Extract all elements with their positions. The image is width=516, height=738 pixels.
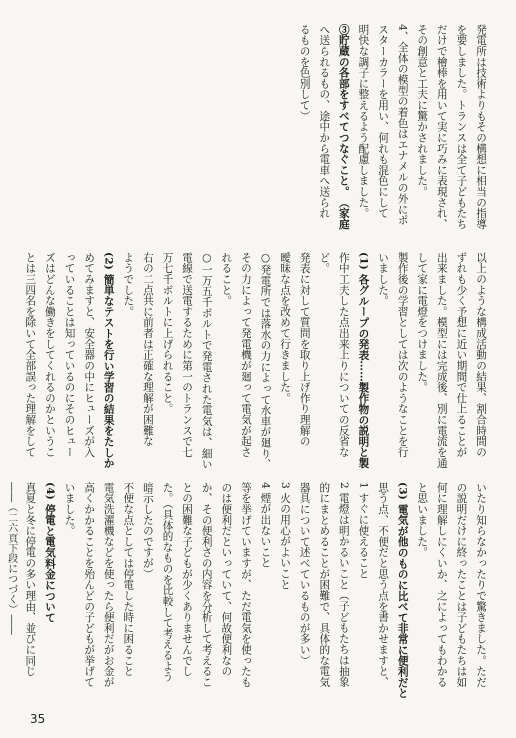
col-mid-7: (1) 各グループの発表……製作物の説明と製	[357, 252, 370, 469]
col-top-2: を要しました。トランスは全て子どもたち	[455, 24, 468, 230]
col-mid-2: ずれも少く予想に近い期間で仕上ることが	[455, 252, 468, 458]
col-bot-21: 高くかかることを殆んどの子どもが挙げて	[83, 482, 96, 688]
col-top-1: 発電所は技術よりもその構想に相当の指導	[475, 24, 487, 230]
col-bot-12: 4 煙が出ないこと	[259, 482, 272, 569]
col-mid-11: 曖昧な点を改めて行きました。	[279, 252, 292, 404]
col-mid-21: めてみますと、安全器の中にヒューズが入	[83, 252, 96, 458]
col-top-4: その創意と工夫に驚かされました。	[416, 24, 429, 197]
col-top-8: ③貯蔵の各部をすべてつなぐこと。（家庭	[337, 24, 350, 230]
col-top-10: るものを色別して）	[298, 24, 311, 122]
col-bot-22: いました。	[63, 482, 76, 537]
col-mid-4: して家に電燈をつけました。	[416, 252, 429, 393]
col-bot-11: 3 火の用心がよいこと	[279, 482, 292, 590]
col-top-9: へ送られるもの、途中から電車へ送られ	[318, 24, 331, 219]
col-mid-6: いました。	[377, 252, 390, 307]
col-bot-4: と思いました。	[416, 482, 429, 558]
text-tier-bottom	[6, 482, 486, 720]
col-top-6: スターカラーを用い、何れも混色にして	[377, 24, 390, 219]
col-mid-18: 右の二点共に前者は正確な理解が困難な	[141, 252, 154, 447]
col-top-3: だけで檜棒を用いて実に巧みに表現され、	[435, 24, 448, 230]
col-top-5: 4、全体の模型の着色はエナメルの外にポ	[396, 24, 409, 226]
col-bot-10: 器具について述べているものが多い）	[298, 482, 311, 666]
col-bot-7: 1 すぐに使えること	[357, 482, 370, 580]
col-bot-24: 真夏と冬に停電の多い理由、並びに同じ	[24, 482, 37, 677]
col-bot-2: の説明だけに終ったことは子どもたちは如	[455, 482, 468, 688]
col-mid-3: 出来ました。模型には完成後、別に電流を通	[435, 252, 448, 469]
col-mid-20: (2) 簡単なテストを行い学習の結果をたしか	[102, 252, 115, 469]
col-mid-24: とは三四名を除いて全部誤った理解をして	[24, 252, 37, 458]
col-bot-9: 的にまとめることが困難で、具体的な電気	[318, 482, 331, 688]
col-mid-14: れること。	[220, 252, 233, 307]
text-tier-top	[299, 24, 486, 260]
col-mid-5: 製作後の学習としては次のようなことを行	[396, 252, 409, 458]
col-mid-17: 万七千ボルトに上げられること。	[161, 252, 174, 415]
col-top-7: 明快な調子に整えるよう配慮しました。	[357, 24, 370, 219]
col-bot-16: との困難な子どもが少くありませんでし	[181, 482, 194, 677]
col-bot-1: いたり知らなかったりで驚きました。ただ	[475, 482, 487, 688]
col-bot-20: 電気洗濯機などを使ったら便利だがお金が	[102, 482, 115, 688]
col-bot-3: 何に理解しにくいか、之によってもわかる	[435, 482, 448, 688]
col-mid-1: 以上のような構成活動の結果、割合時間の	[475, 252, 487, 458]
col-bot-15: か、その便利さの内容を分析して考えるこ	[200, 482, 213, 688]
col-bot-13: 等を挙げていますが、ただ電気を使ったも	[239, 482, 252, 688]
col-mid-10: 発表に対して質問を取り上げ作り理解の	[298, 252, 311, 447]
col-bot-25: ――（二六頁下段につづく）――	[5, 482, 17, 635]
col-bot-19: 不便な点としては停電した時に困ること	[122, 482, 135, 677]
col-mid-13: その力によって発電機が廻って電気が起さ	[239, 252, 252, 458]
col-mid-19: ようでした。	[122, 252, 135, 317]
text-tier-middle	[25, 252, 486, 474]
col-bot-6: 思う点、不便だと思う点を書かせますと、	[377, 482, 390, 688]
page-number: 35	[30, 712, 46, 726]
col-bot-17: た。（具体的なものを比較して考えるよう	[161, 482, 174, 683]
col-mid-16: 電線で送電するために第一のトランスで七	[181, 252, 194, 458]
col-mid-9: ど。	[318, 252, 331, 274]
col-mid-8: 作中工夫した点出来上りについての反省な	[337, 252, 350, 458]
col-bot-8: 2 電燈は明かるいこと（子どもたちは抽象	[337, 482, 350, 688]
col-mid-22: っていることは知っているのにそのヒュー	[63, 252, 76, 458]
col-bot-14: のは便利だといっていて、何故便利なの	[220, 482, 233, 677]
col-bot-18: 暗示したのですが）	[141, 482, 154, 580]
col-bot-5: (3) 電気が他のものに比べて非常に便利だと	[396, 482, 409, 699]
col-bot-23: (4) 停電と電気料金について	[43, 482, 56, 623]
col-mid-15: ○一万五千ボルトで発電された電気は、細い	[200, 252, 213, 470]
col-mid-12: ○発電所では落水の力によって水車が廻り、	[259, 252, 272, 470]
col-mid-23: ズはどんな働きをしてくれるのかというこ	[43, 252, 56, 458]
